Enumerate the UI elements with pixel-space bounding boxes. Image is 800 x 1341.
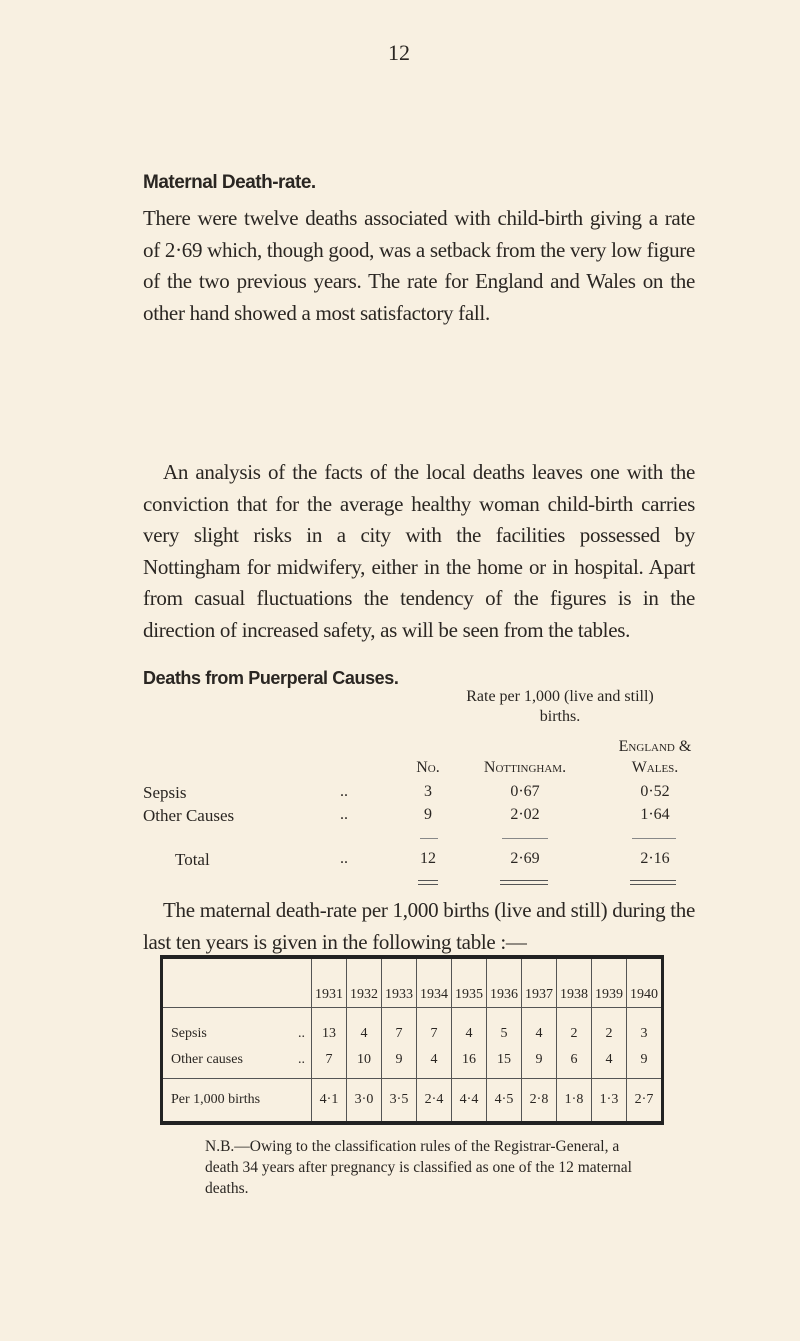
cell: 10: [347, 1042, 382, 1079]
year-header: 1932: [347, 957, 382, 1008]
col-nottingham: Nottingham.: [483, 759, 567, 776]
cell: 9: [522, 1042, 557, 1079]
year-header: 1936: [487, 957, 522, 1008]
cell: 4: [417, 1042, 452, 1079]
row-label: [162, 1008, 312, 1043]
subtotal-rule: [420, 838, 438, 839]
row-dots: ..: [340, 783, 348, 800]
row-label-text: Per 1,000 births: [171, 1092, 261, 1107]
cell: 3·0: [347, 1079, 382, 1124]
total-double-rule: [418, 880, 438, 885]
cell: 4: [592, 1042, 627, 1079]
row-label: Total: [175, 850, 210, 869]
footnote: N.B.—Owing to the classification rules of the Registrar-General, a death 34 years after pregnancy is classified as one of the 12 maternal deaths.: [205, 1138, 632, 1197]
col-england-wales-1: England &: [618, 738, 692, 755]
cell: 16: [452, 1042, 487, 1079]
row-no: 12: [420, 850, 436, 867]
cell: 3: [627, 1008, 663, 1043]
row-label-text: Other causes: [171, 1052, 243, 1067]
row-label: [162, 1079, 312, 1124]
table-row: [162, 1079, 663, 1124]
row-nottingham: 2·69: [510, 850, 540, 867]
total-double-rule: [500, 880, 548, 885]
row-label: Other Causes: [143, 806, 235, 825]
table-header-row: [162, 957, 663, 1008]
row-england-wales: 0·52: [640, 783, 670, 800]
cell: 7: [417, 1008, 452, 1043]
row-nottingham: 2·02: [510, 806, 540, 823]
rate-header-line1: Rate per 1,000 (live and still): [466, 688, 654, 705]
total-double-rule: [630, 880, 676, 885]
row-england-wales: 2·16: [640, 850, 670, 867]
section-heading: Maternal Death-rate.: [143, 172, 316, 193]
cell: 7: [382, 1008, 417, 1043]
cell: 4: [522, 1008, 557, 1043]
row-dots: ..: [298, 1052, 305, 1067]
col-no: No.: [416, 759, 440, 776]
row-label: [162, 1042, 312, 1079]
row-nottingham: 0·67: [510, 783, 540, 800]
cell: 13: [312, 1008, 347, 1043]
cell: 5: [487, 1008, 522, 1043]
row-no: 3: [424, 783, 432, 800]
paragraph-3: The maternal death-rate per 1,000 births (live and still) during the last ten years is given in the following table :—: [143, 898, 695, 954]
cell: 2·7: [627, 1079, 663, 1124]
row-label: Sepsis: [143, 783, 187, 802]
cell: 4·4: [452, 1079, 487, 1124]
cell: 1·8: [557, 1079, 592, 1124]
cell: 2·8: [522, 1079, 557, 1124]
subtotal-rule: [502, 838, 548, 839]
year-header: 1937: [522, 957, 557, 1008]
rate-header-line2: births.: [539, 708, 581, 725]
page-number: 12: [388, 40, 410, 65]
cell: 4·1: [312, 1079, 347, 1124]
paragraph-1: There were twelve deaths associated with child-birth giving a rate of 2·69 which, though good, was a setback from the very low figure of the two previous years. The rate for England and Wales on the other hand showed a most satisfactory fall.: [143, 206, 695, 325]
puerperal-table-title: Deaths from Puerperal Causes.: [143, 668, 399, 688]
year-header: 1931: [312, 957, 347, 1008]
row-label-text: Sepsis: [171, 1026, 207, 1041]
year-header: 1940: [627, 957, 663, 1008]
paragraph-2: An analysis of the facts of the local deaths leaves one with the conviction that for the average healthy woman child-birth carries very slight risks in a city with the facilities possessed by Nottingham for midwifery, either in the home or in hospital. Apart from casual fluctuations the tendency of the figures is in the direction of increased safety, as will be seen from the tables.: [143, 460, 695, 642]
year-header: 1933: [382, 957, 417, 1008]
table-row: [162, 1008, 663, 1043]
table-row: [162, 1042, 663, 1079]
cell: 9: [627, 1042, 663, 1079]
year-header: 1934: [417, 957, 452, 1008]
col-england-wales-2: Wales.: [631, 759, 679, 776]
row-dots: ..: [340, 806, 348, 823]
cell: 7: [312, 1042, 347, 1079]
row-dots: ..: [298, 1026, 305, 1041]
subtotal-rule: [632, 838, 676, 839]
cell: 4·5: [487, 1079, 522, 1124]
header-blank: [162, 957, 312, 1008]
row-no: 9: [424, 806, 432, 823]
cell: 1·3: [592, 1079, 627, 1124]
cell: 4: [452, 1008, 487, 1043]
row-england-wales: 1·64: [640, 806, 670, 823]
cell: 4: [347, 1008, 382, 1043]
year-header: 1939: [592, 957, 627, 1008]
cell: 6: [557, 1042, 592, 1079]
year-header: 1938: [557, 957, 592, 1008]
decade-table: [160, 955, 664, 1125]
row-dots: ..: [340, 850, 348, 867]
cell: 9: [382, 1042, 417, 1079]
year-header: 1935: [452, 957, 487, 1008]
cell: 2·4: [417, 1079, 452, 1124]
cell: 2: [592, 1008, 627, 1043]
cell: 2: [557, 1008, 592, 1043]
cell: 15: [487, 1042, 522, 1079]
cell: 3·5: [382, 1079, 417, 1124]
